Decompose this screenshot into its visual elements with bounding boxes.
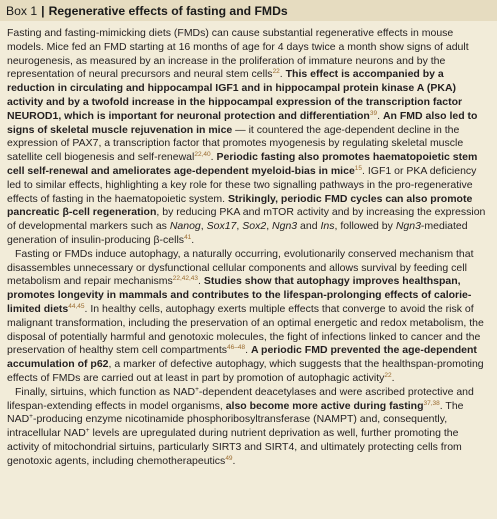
box-header <box>0 0 497 21</box>
text-run: . <box>377 109 383 122</box>
text-run: -dependent deacetylases and were ascribed protective and lifespan-extending effects in model organisms, <box>7 385 474 412</box>
box-body <box>0 21 497 469</box>
gene-name: Sox2 <box>242 220 267 233</box>
text-run: . <box>245 344 251 357</box>
text-run: . <box>198 275 204 288</box>
box-separator: | <box>41 3 45 18</box>
superscript: + <box>29 413 33 421</box>
text-run: . <box>210 151 217 164</box>
text-run: and <box>297 220 321 233</box>
text-run: , <box>266 220 273 233</box>
citation-ref: 37,38 <box>423 399 440 407</box>
highlighted-text: Strikingly, periodic FMD cycles can also promote pancreatic β-cell regeneration <box>7 192 473 219</box>
citation-ref: 22,42,43 <box>172 275 199 283</box>
text-run: Fasting and fasting-mimicking diets (FMDs) can cause substantial regenerative effects in mouse models. Mice fed an FMD starting at 16 months of age for 4 days twice a month show signs of adult neurogenesis, as measured by an increase in the proliferation of immature neurons and by the representation of neural precursors and neural stem cells <box>7 27 469 81</box>
text-run: . <box>191 233 195 246</box>
gene-name: Nanog <box>169 220 201 233</box>
highlighted-text: Studies show that autophagy improves healthspan, promotes longevity in mammals and contributes to the lifespan-prolonging effects of calorie-limited diets <box>7 275 472 315</box>
text-run: , <box>236 220 243 233</box>
text-run: -mediated generation of insulin-producing β-cells <box>7 220 468 246</box>
text-run: , a marker of defective autophagy, which suggests that the healthspan-promoting effects of FMDs are carried out at least in part by promotion of autophagic activity <box>7 358 484 384</box>
text-run: . <box>279 68 286 81</box>
text-run: . <box>391 371 395 384</box>
gene-name: Ins <box>320 220 335 233</box>
text-run: , followed by <box>334 220 396 233</box>
box-label: Box 1 <box>6 3 38 18</box>
superscript: + <box>195 385 199 393</box>
citation-ref: 22 <box>272 68 280 76</box>
text-run: . The NAD <box>7 399 464 426</box>
text-run: . In healthy cells, autophagy exerts multiple effects that converge to avoid the risk of malignant transformation, including the preservation of an optimal energetic and redox metabolism, the disposal of potentially harmful and genotoxic molecules, the fight of infections linked to cancer and the preservation of healthy stem cell compartments <box>7 302 484 357</box>
text-run: Finally, sirtuins, which function as NAD <box>15 385 196 398</box>
citation-ref: 22 <box>384 371 392 379</box>
citation-ref: 39 <box>369 109 378 117</box>
highlighted-text: This effect is accompanied by a reduction in circulating and hippocampal IGF1 and in hippocampal protein kinase A (PKA) activity and by a twofold increase in the hippocampal expression of the transcription factor NEUROD1, which is important for neuronal protection and differentiation <box>7 68 463 122</box>
paragraph-neurogenesis <box>7 27 491 248</box>
highlighted-text: also become more active during fasting <box>225 399 424 412</box>
text-run: — it countered the age-dependent decline in the expression of PAX7, a transcription factor that promotes myogenesis by regulating skeletal muscle satellite cell biogenesis and self-renewal <box>7 123 464 164</box>
citation-ref: 22,40 <box>194 151 211 159</box>
superscript: + <box>85 427 90 435</box>
citation-ref: 46–48 <box>227 344 246 352</box>
paragraph-sirtuins <box>7 386 491 469</box>
text-run: , <box>200 220 207 233</box>
citation-ref: 44,45 <box>68 302 85 310</box>
paragraph-autophagy <box>7 248 491 386</box>
text-run: , by reducing PKA and mTOR activity and by increasing the expression of developmental markers such as <box>7 206 486 233</box>
text-run: Fasting or FMDs induce autophagy, a naturally occurring, evolutionarily conserved mechanism that disassembles unnecessary or dysfunctional cellular components and allows survival by feeding cell metabolism and repair mechanisms <box>7 247 474 288</box>
text-run: . <box>232 454 236 467</box>
highlighted-text: Periodic fasting also promotes haematopoietic stem cell self-renewal and ameliorates age-dependent myeloid-bias in mice <box>7 151 478 177</box>
text-run: . IGF1 or PKA deficiency led to similar effects, highlighting a key role for these two signalling pathways in the pro-regenerative effects of fasting in the haematopoietic system. <box>7 164 477 205</box>
gene-name: Ngn3 <box>395 220 421 233</box>
box-title: Regenerative effects of fasting and FMDs <box>48 3 288 18</box>
highlighted-text: A periodic FMD prevented the age-dependent accumulation of p62 <box>7 344 477 371</box>
text-run: levels are upregulated during nutrient deprivation as well, further promoting the activity of mitochondrial sirtuins, particularly SIRT3 and SIRT4, and ultimately protecting cells from genotoxic agents, including chemotherapeutics <box>7 427 462 467</box>
citation-ref: 41 <box>184 233 192 241</box>
gene-name: Ngn3 <box>272 220 298 233</box>
text-run: -producing enzyme nicotinamide phosphoribosyltransferase (NAMPT) and, consequently, intracellular NAD <box>7 413 448 440</box>
citation-ref: 15 <box>354 164 363 172</box>
gene-name: Sox17 <box>206 220 237 233</box>
highlighted-text: An FMD also led to signs of skeletal muscle rejuvenation in mice <box>7 109 478 136</box>
citation-ref: 49 <box>225 454 233 462</box>
